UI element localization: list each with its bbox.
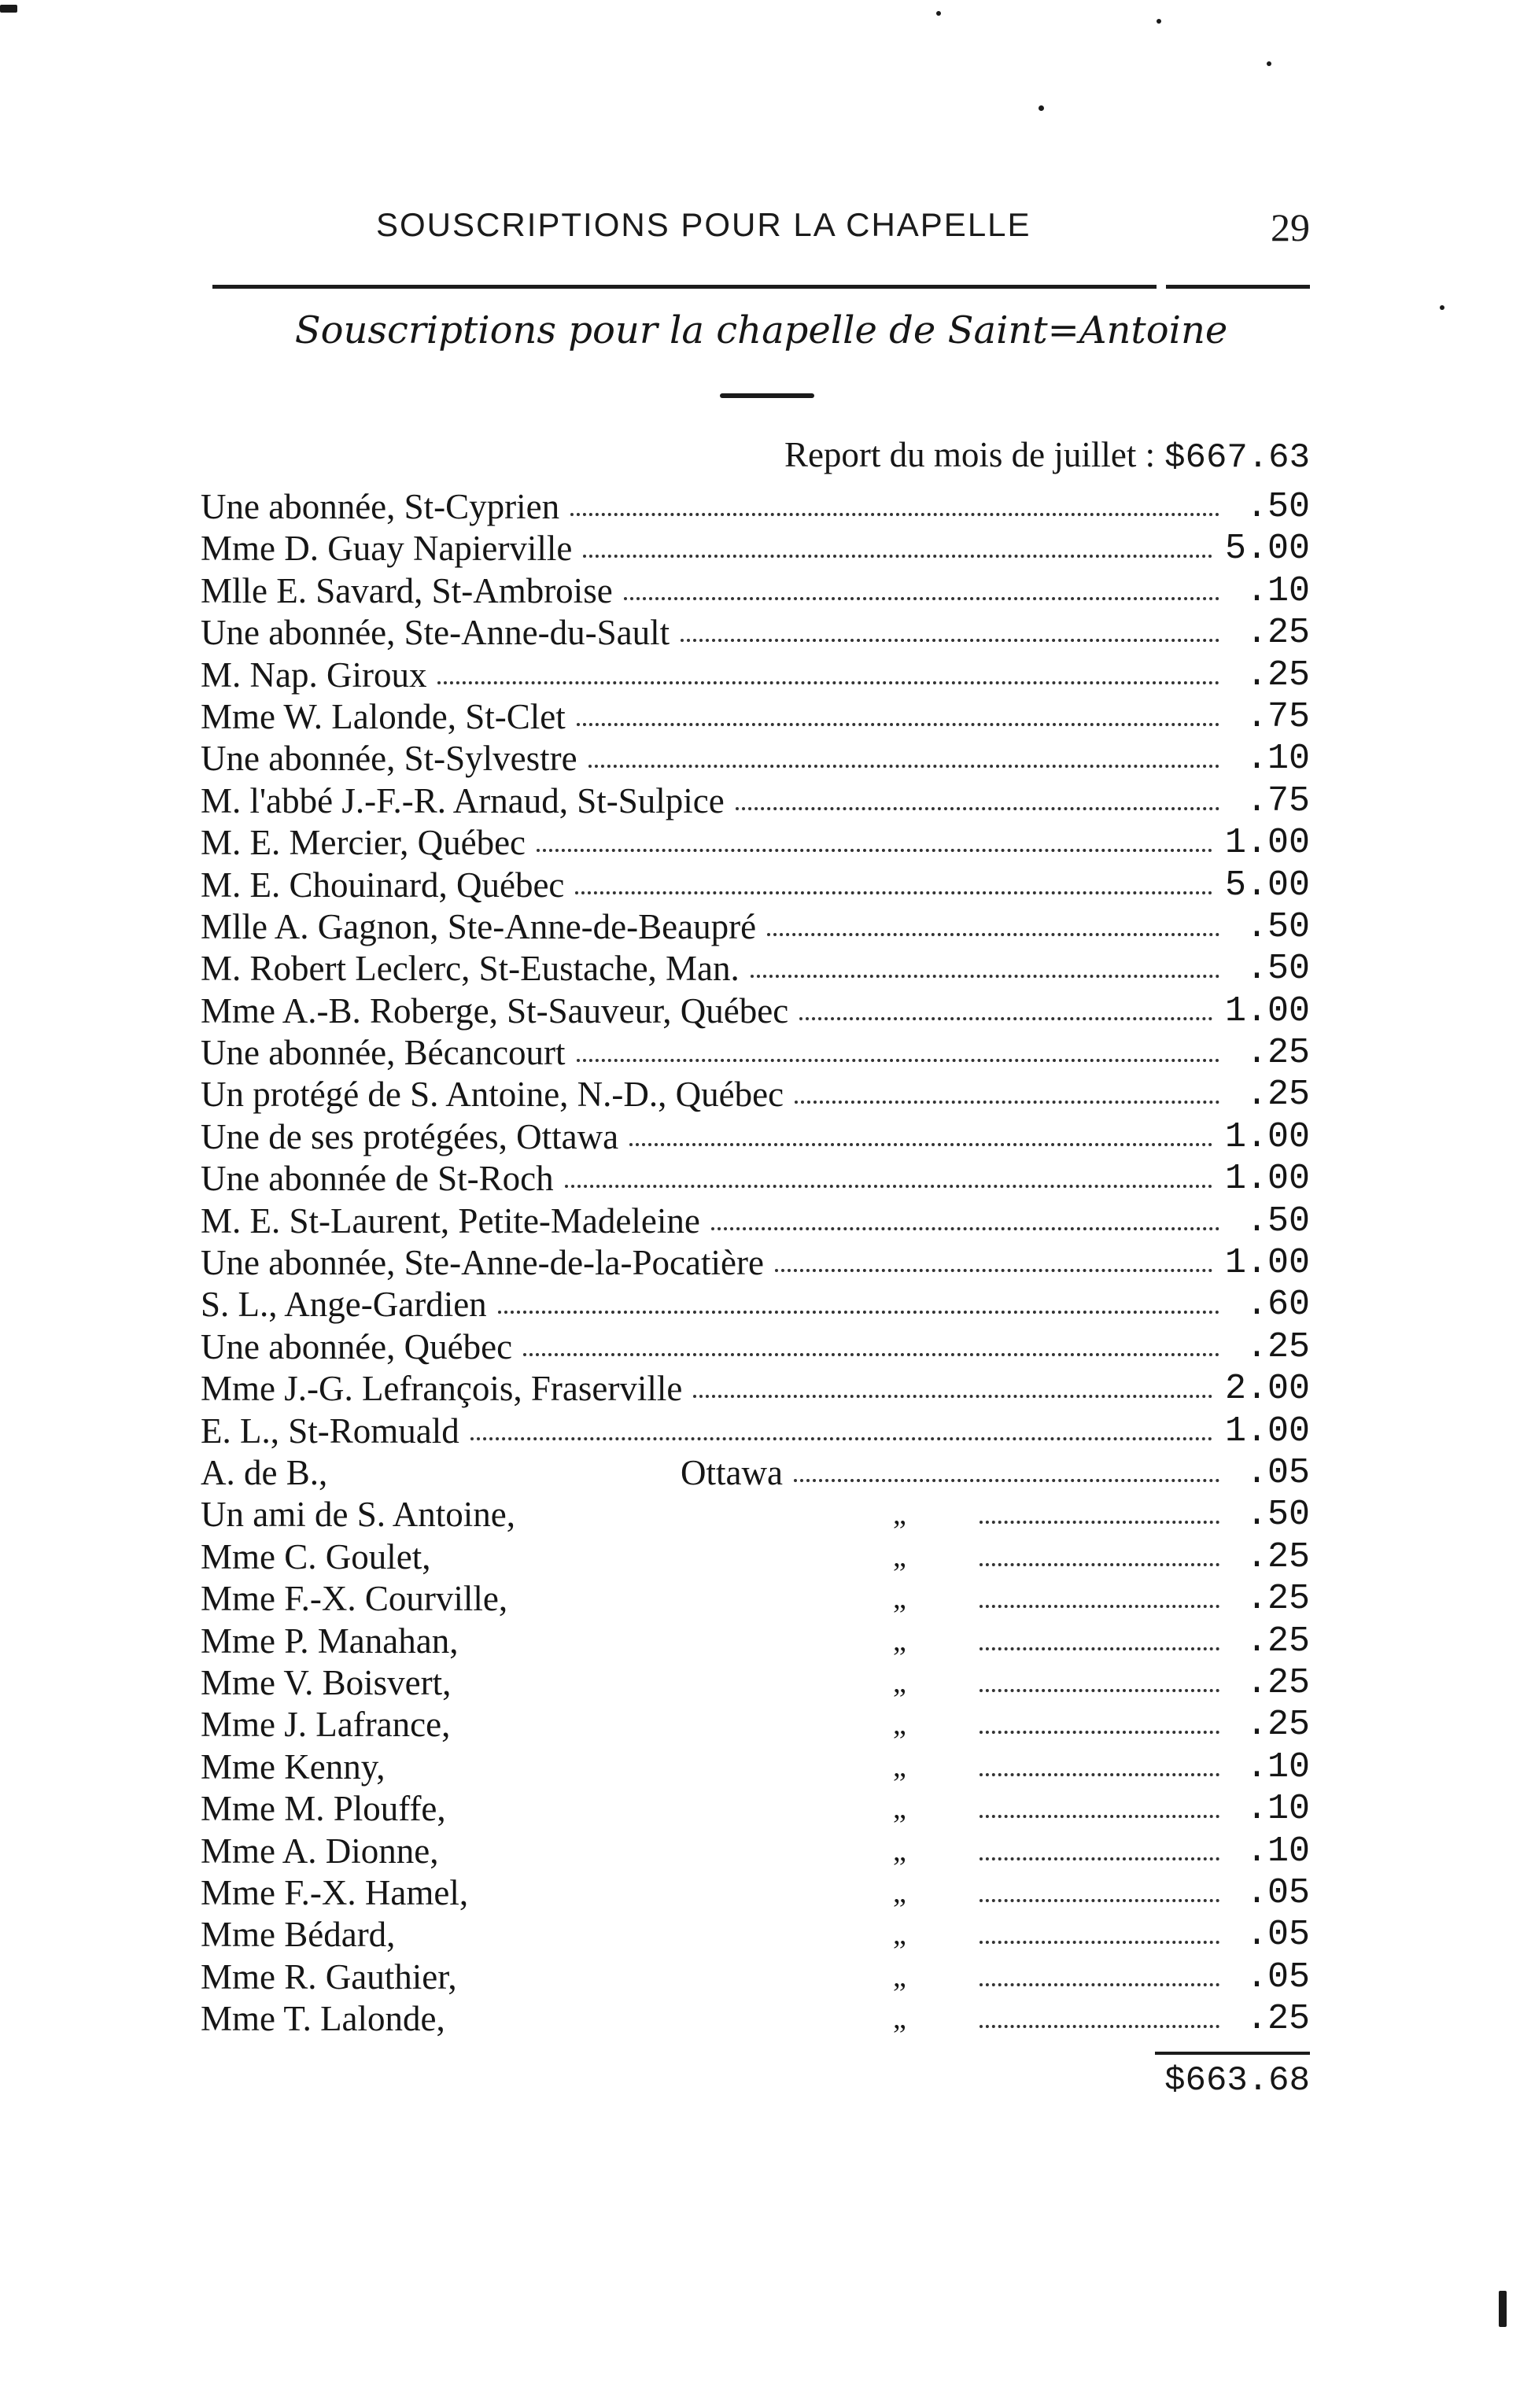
- page-header: [212, 206, 1310, 253]
- dot-leader: [794, 1479, 1219, 1482]
- subscription-entry: [201, 1411, 1310, 1452]
- subscription-amount: .10: [1245, 739, 1310, 780]
- scan-speck: [1267, 61, 1271, 66]
- subscription-amount: 1.00: [1224, 1411, 1310, 1451]
- subscriber-name: Mlle A. Gagnon, Ste-Anne-de-Beaupré: [201, 906, 757, 946]
- subscription-amount: .50: [1245, 487, 1310, 527]
- subscription-entry: [201, 1831, 1310, 1872]
- ditto-mark: „: [893, 1750, 906, 1783]
- subscriber-name: Un protégé de S. Antoine, N.-D., Québec: [201, 1075, 784, 1115]
- subscription-amount: 5.00: [1224, 865, 1310, 905]
- subscription-amount: .25: [1245, 1033, 1310, 1074]
- dot-leader: [980, 1605, 1219, 1608]
- subscription-entry: [201, 1242, 1310, 1284]
- subscription-amount: 5.00: [1224, 529, 1310, 570]
- subscription-entry: [201, 1578, 1310, 1620]
- subscriber-name: Une abonnée, Ste-Anne-de-la-Pocatière: [201, 1243, 764, 1283]
- dot-leader: [588, 765, 1219, 768]
- subscription-entry: [201, 1872, 1310, 1914]
- subscription-amount: .25: [1245, 1326, 1310, 1367]
- dot-leader: [980, 1773, 1219, 1776]
- subscription-entry: [201, 1452, 1310, 1494]
- running-title: SOUSCRIPTIONS POUR LA CHAPELLE: [376, 206, 1031, 243]
- ditto-mark: „: [893, 1875, 906, 1909]
- dot-leader: [980, 1521, 1219, 1524]
- ditto-mark: „: [893, 1540, 906, 1573]
- subscriber-location: Ottawa: [681, 1452, 783, 1492]
- subscription-amount: .10: [1245, 1789, 1310, 1830]
- subscriber-name: M. Robert Leclerc, St-Eustache, Man.: [201, 949, 740, 989]
- dot-leader: [693, 1395, 1212, 1398]
- subscription-entry: [201, 865, 1310, 906]
- subscription-entry: [201, 1032, 1310, 1074]
- dot-leader: [629, 1143, 1212, 1146]
- subscription-amount: .50: [1245, 906, 1310, 947]
- subscriber-name: Mme A.-B. Roberge, St-Sauveur, Québec: [201, 990, 789, 1031]
- subscription-entry: [201, 1788, 1310, 1830]
- subscription-amount: 1.00: [1224, 823, 1310, 864]
- subscription-amount: .50: [1245, 1200, 1310, 1241]
- subscription-amount: .25: [1245, 613, 1310, 654]
- subscriber-name: Une abonnée de St-Roch: [201, 1159, 554, 1199]
- dot-leader: [980, 1857, 1219, 1860]
- subscriber-name: Mme D. Guay Napierville: [201, 529, 573, 569]
- dot-leader: [980, 1731, 1219, 1734]
- subscription-entry: [201, 486, 1310, 528]
- subscription-entry: [201, 1956, 1310, 1998]
- subscription-entry: [201, 1116, 1310, 1158]
- subscription-entry: [201, 1914, 1310, 1956]
- dot-leader: [577, 723, 1219, 726]
- scan-speck: [936, 11, 941, 16]
- dot-leader: [711, 1227, 1219, 1230]
- subscription-amount: 1.00: [1224, 1159, 1310, 1200]
- subscription-entry: [201, 1284, 1310, 1326]
- subscriber-name: Mme C. Goulet,: [201, 1536, 431, 1576]
- dot-leader: [767, 933, 1219, 936]
- subscriber-name: Une de ses protégées, Ottawa: [201, 1116, 619, 1156]
- subscriber-name: Une abonnée, Ste-Anne-du-Sault: [201, 613, 670, 653]
- subscription-amount: .25: [1245, 1621, 1310, 1661]
- subscription-entry: [201, 1536, 1310, 1578]
- dot-leader: [736, 807, 1219, 810]
- subscriber-name: E. L., St-Romuald: [201, 1411, 459, 1451]
- subscriber-name: Mlle E. Savard, St-Ambroise: [201, 570, 613, 610]
- dot-leader: [523, 1353, 1219, 1356]
- subscription-entry: [201, 612, 1310, 654]
- subscriber-name: Mme J.-G. Lefrançois, Fraserville: [201, 1369, 683, 1409]
- subscription-list: [201, 486, 1310, 2040]
- header-rule: [212, 285, 1310, 289]
- subscriber-name: M. E. Mercier, Québec: [201, 823, 526, 863]
- report-amount: $667.63: [1164, 438, 1310, 478]
- subscriber-name: Mme F.-X. Courville,: [201, 1579, 508, 1619]
- subscription-amount: .10: [1245, 570, 1310, 611]
- subscription-amount: .05: [1245, 1956, 1310, 1997]
- dot-leader: [799, 1017, 1212, 1020]
- page-title: Souscriptions pour la chapelle de Saint=Antoine: [294, 308, 1228, 352]
- subscription-amount: .25: [1245, 1536, 1310, 1577]
- subscriber-name: M. l'abbé J.-F.-R. Arnaud, St-Sulpice: [201, 780, 725, 820]
- subscriber-name: Mme F.-X. Hamel,: [201, 1872, 469, 1912]
- subscription-amount: .25: [1245, 1662, 1310, 1703]
- dot-leader: [681, 639, 1219, 642]
- subscription-amount: .75: [1245, 696, 1310, 737]
- title-ornament-dash: [720, 393, 814, 398]
- ditto-mark: „: [893, 1960, 906, 1993]
- subscription-entry: [201, 1494, 1310, 1536]
- ditto-mark: „: [893, 1498, 906, 1532]
- ditto-mark: „: [893, 1665, 906, 1699]
- dot-leader: [980, 1899, 1219, 1902]
- dot-leader: [751, 975, 1219, 978]
- subscriber-name: M. Nap. Giroux: [201, 655, 427, 695]
- subscription-entry: [201, 1621, 1310, 1662]
- subscriber-name: Mme M. Plouffe,: [201, 1789, 446, 1829]
- subscription-entry: [201, 1326, 1310, 1368]
- subscription-entry: [201, 948, 1310, 990]
- scan-speck: [1039, 105, 1044, 111]
- dot-leader: [980, 1689, 1219, 1692]
- dot-leader: [537, 849, 1212, 852]
- subscription-amount: 1.00: [1224, 1243, 1310, 1284]
- subscription-amount: .60: [1245, 1285, 1310, 1326]
- subscription-entry: [201, 822, 1310, 864]
- subscriber-name: Une abonnée, St-Cyprien: [201, 487, 560, 526]
- subscriber-name: Mme P. Manahan,: [201, 1621, 459, 1661]
- dot-leader: [980, 2025, 1219, 2028]
- dot-leader: [624, 597, 1219, 600]
- subscription-amount: .25: [1245, 1705, 1310, 1746]
- subscriber-name: Mme A. Dionne,: [201, 1831, 439, 1871]
- header-rule-break: [1157, 283, 1166, 290]
- dot-leader: [980, 1815, 1219, 1818]
- subscription-amount: .05: [1245, 1872, 1310, 1913]
- total-amount: $663.68: [1164, 2061, 1310, 2100]
- subscription-entry: [201, 1200, 1310, 1242]
- ditto-mark: „: [893, 1792, 906, 1826]
- subscription-entry: [201, 1368, 1310, 1410]
- subscription-amount: .10: [1245, 1746, 1310, 1787]
- subscriber-name: Une abonnée, Québec: [201, 1326, 513, 1366]
- subscription-entry: [201, 1662, 1310, 1704]
- subscription-amount: 2.00: [1224, 1369, 1310, 1410]
- subscription-entry: [201, 780, 1310, 822]
- subscription-amount: .50: [1245, 949, 1310, 990]
- ditto-mark: „: [893, 1708, 906, 1742]
- subscriber-name: S. L., Ange-Gardien: [201, 1285, 487, 1325]
- report-label: Report du mois de juillet :: [784, 435, 1156, 474]
- subscription-amount: 1.00: [1224, 990, 1310, 1031]
- scan-speck: [1499, 2291, 1507, 2327]
- ditto-mark: „: [893, 1624, 906, 1658]
- ditto-mark: „: [893, 1582, 906, 1616]
- subscription-entry: [201, 1704, 1310, 1746]
- subscription-entry: [201, 528, 1310, 570]
- dot-leader: [980, 1983, 1219, 1986]
- subscriber-name: Mme V. Boisvert,: [201, 1662, 452, 1702]
- subscription-entry: [201, 990, 1310, 1032]
- subscription-entry: [201, 1074, 1310, 1115]
- subscription-entry: [201, 1746, 1310, 1788]
- subscription-amount: .10: [1245, 1831, 1310, 1871]
- subscriber-name: Mme W. Lalonde, St-Clet: [201, 696, 566, 736]
- dot-leader: [980, 1563, 1219, 1566]
- page-number: 29: [1271, 205, 1310, 249]
- subscriber-name: M. E. Chouinard, Québec: [201, 865, 565, 905]
- subscriber-name: Une abonnée, St-Sylvestre: [201, 739, 577, 779]
- subscriber-name: Mme R. Gauthier,: [201, 1956, 457, 1997]
- subscriber-name: Un ami de S. Antoine,: [201, 1495, 515, 1535]
- report-line: [784, 434, 1310, 478]
- subscription-entry: [201, 1998, 1310, 2040]
- dot-leader: [565, 1185, 1212, 1188]
- dot-leader: [437, 681, 1219, 684]
- subscriber-name: Mme Bédard,: [201, 1915, 396, 1955]
- dot-leader: [795, 1101, 1219, 1104]
- subscriber-name: M. E. St-Laurent, Petite-Madeleine: [201, 1200, 700, 1241]
- dot-leader: [980, 1647, 1219, 1650]
- subscription-amount: .75: [1245, 780, 1310, 821]
- subscription-entry: [201, 570, 1310, 612]
- scan-speck: [1157, 19, 1161, 24]
- dot-leader: [575, 891, 1212, 894]
- scan-speck: [0, 5, 17, 13]
- subscription-amount: .25: [1245, 1999, 1310, 2040]
- subscription-amount: 1.00: [1224, 1116, 1310, 1157]
- subscription-amount: .50: [1245, 1495, 1310, 1536]
- subscription-amount: .25: [1245, 1075, 1310, 1115]
- subscription-amount: .25: [1245, 655, 1310, 695]
- dot-leader: [470, 1437, 1212, 1440]
- dot-leader: [577, 1059, 1219, 1062]
- ditto-mark: „: [893, 1918, 906, 1952]
- subscription-entry: [201, 1158, 1310, 1200]
- dot-leader: [583, 555, 1212, 558]
- dot-leader: [498, 1311, 1219, 1314]
- subscriber-name: A. de B.,: [201, 1452, 328, 1492]
- subscriber-name: Une abonnée, Bécancourt: [201, 1033, 566, 1073]
- dot-leader: [775, 1269, 1212, 1272]
- subscriber-name: Mme J. Lafrance,: [201, 1705, 451, 1745]
- subscriber-name: Mme Kenny,: [201, 1746, 386, 1787]
- subscription-entry: [201, 738, 1310, 780]
- ditto-mark: „: [893, 1834, 906, 1868]
- dot-leader: [570, 513, 1219, 516]
- scan-speck: [1440, 305, 1444, 310]
- subscription-entry: [201, 696, 1310, 738]
- ditto-mark: „: [893, 2002, 906, 2036]
- subscriber-name: Mme T. Lalonde,: [201, 1999, 445, 2039]
- dot-leader: [980, 1941, 1219, 1944]
- subscription-amount: .05: [1245, 1915, 1310, 1956]
- total-rule: [1155, 2052, 1310, 2055]
- subscription-amount: .25: [1245, 1579, 1310, 1620]
- subscription-entry: [201, 906, 1310, 948]
- subscription-entry: [201, 655, 1310, 696]
- subscription-amount: .05: [1245, 1452, 1310, 1493]
